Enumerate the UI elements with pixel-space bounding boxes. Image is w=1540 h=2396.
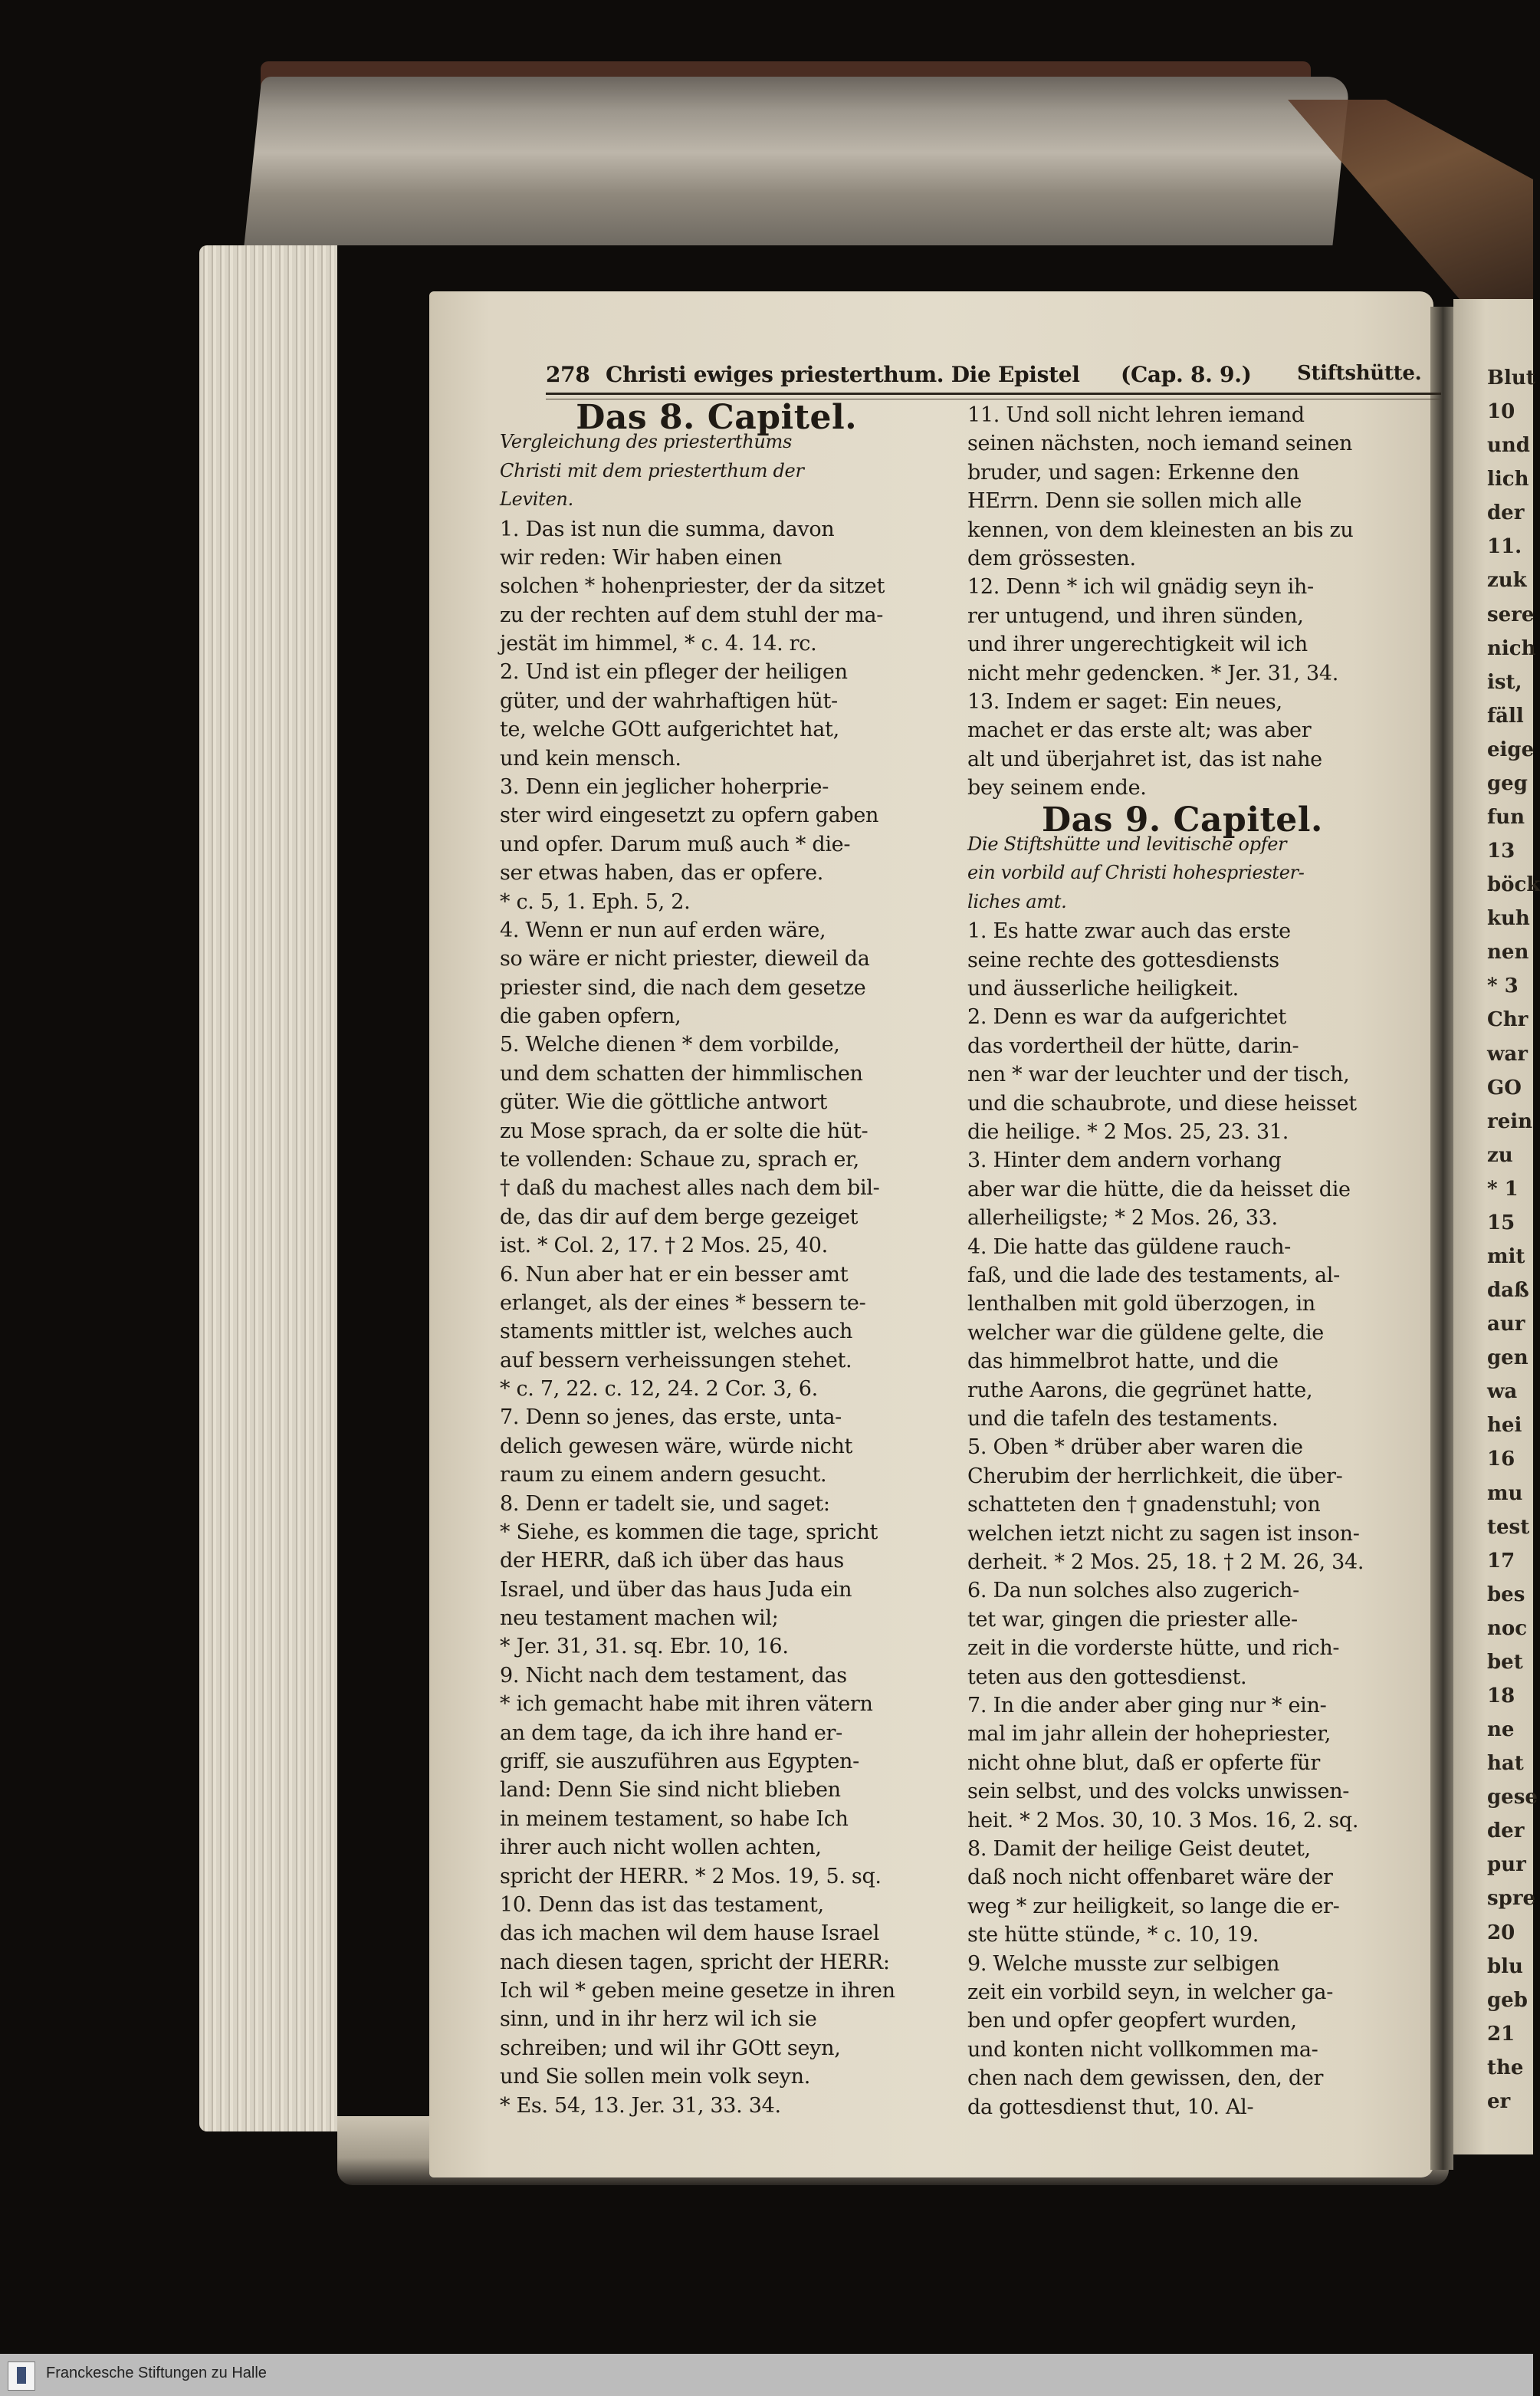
text-line: heit. * 2 Mos. 30, 10. 3 Mos. 16, 2. sq. bbox=[967, 1808, 1359, 1832]
catchword-header: Stiftshütte. bbox=[1297, 362, 1422, 385]
text-line: und die tafeln des testaments. bbox=[967, 1407, 1279, 1431]
text-line: und kein mensch. bbox=[500, 746, 681, 771]
text-line: rer untugend, und ihren sünden, bbox=[967, 603, 1304, 628]
text-line: das ich machen wil dem hause Israel bbox=[500, 1921, 880, 1946]
text-line: wir reden: Wir haben einen bbox=[500, 545, 783, 570]
next-page-fragment: mu bbox=[1487, 1481, 1523, 1505]
next-page-fragment: test bbox=[1487, 1515, 1530, 1539]
next-page-fragment: der bbox=[1487, 501, 1525, 525]
chapter-summary-line: Christi mit dem priesterthum der bbox=[500, 459, 804, 482]
page-number: 278 bbox=[546, 362, 590, 387]
text-line: seine rechte des gottesdiensts bbox=[967, 948, 1279, 972]
text-line: schatteten den † gnadenstuhl; von bbox=[967, 1493, 1321, 1517]
text-line: seinen nächsten, noch iemand seinen bbox=[967, 432, 1353, 456]
text-line: 4. Die hatte das güldene rauch- bbox=[967, 1234, 1292, 1259]
text-line: dem grössesten. bbox=[967, 547, 1136, 570]
text-line: Cherubim der herrlichkeit, die über- bbox=[967, 1464, 1343, 1488]
chapter-heading: Das 8. Capitel. bbox=[576, 398, 858, 437]
text-line: 9. Welche musste zur selbigen bbox=[967, 1951, 1280, 1976]
text-line: teten aus den gottesdienst. bbox=[967, 1665, 1247, 1689]
text-line: † daß du machest alles nach dem bil- bbox=[500, 1176, 880, 1201]
next-page-fragment: geg bbox=[1487, 771, 1528, 795]
text-line: 11. Und soll nicht lehren iemand bbox=[967, 403, 1305, 427]
next-page-fragment: Blut bbox=[1487, 366, 1535, 389]
next-page-fragment: spre bbox=[1487, 1887, 1536, 1911]
text-line: in meinem testament, so habe Ich bbox=[500, 1806, 849, 1831]
chapter-heading: Das 9. Capitel. bbox=[1041, 800, 1323, 840]
next-page-fragment: * 3 bbox=[1487, 975, 1519, 998]
next-page-fragment: 18 bbox=[1487, 1684, 1515, 1707]
text-line: de, das dir auf dem berge gezeiget bbox=[500, 1205, 859, 1229]
text-line: der HERR, daß ich über das haus bbox=[500, 1549, 844, 1573]
text-line: 7. In die ander aber ging nur * ein- bbox=[967, 1694, 1327, 1717]
next-page-fragment: Chr bbox=[1487, 1008, 1529, 1032]
text-line: nicht mehr gedencken. * Jer. 31, 34. bbox=[967, 661, 1339, 685]
footer-institution-name: Franckesche Stiftungen zu Halle bbox=[46, 2365, 267, 2381]
next-page-fragment: aur bbox=[1487, 1313, 1525, 1336]
chapter-reference: (Cap. 8. 9.) bbox=[1121, 362, 1252, 387]
next-page-fragment: lich bbox=[1487, 468, 1529, 491]
text-line: und dem schatten der himmlischen bbox=[500, 1061, 863, 1086]
next-page-fragment: GO bbox=[1487, 1076, 1522, 1099]
text-line: alt und überjahret ist, das ist nahe bbox=[967, 747, 1322, 771]
next-page-fragment: rein bbox=[1487, 1109, 1533, 1133]
text-line: 6. Nun aber hat er ein besser amt bbox=[500, 1262, 849, 1287]
text-line: 2. Und ist ein pfleger der heiligen bbox=[500, 660, 848, 685]
text-line: ist. * Col. 2, 17. † 2 Mos. 25, 40. bbox=[500, 1234, 828, 1258]
next-page-fragment: war bbox=[1487, 1042, 1528, 1066]
text-line: an dem tage, da ich ihre hand er- bbox=[500, 1721, 842, 1745]
text-line: güter, und der wahrhaftigen hüt- bbox=[500, 689, 838, 713]
next-page-fragment: pur bbox=[1487, 1853, 1526, 1877]
next-page-fragment: wa bbox=[1487, 1380, 1518, 1404]
text-line: weg * zur heiligkeit, so lange die er- bbox=[967, 1894, 1340, 1918]
next-page-fragment: 11. bbox=[1487, 535, 1522, 559]
text-line: bruder, und sagen: Erkenne den bbox=[967, 460, 1299, 485]
book-gutter bbox=[1430, 307, 1453, 2170]
text-line: 5. Oben * drüber aber waren die bbox=[967, 1435, 1303, 1460]
next-page-fragment: 15 bbox=[1487, 1211, 1515, 1234]
text-line: ste hütte stünde, * c. 10, 19. bbox=[967, 1923, 1259, 1947]
page-edges-left bbox=[199, 245, 337, 2131]
next-page-fragment: blu bbox=[1487, 1954, 1523, 1978]
text-line: te vollenden: Schaue zu, sprach er, bbox=[500, 1147, 859, 1172]
text-line: derheit. * 2 Mos. 25, 18. † 2 M. 26, 34. bbox=[967, 1550, 1364, 1574]
next-page-fragment: 17 bbox=[1487, 1549, 1515, 1573]
text-line: die heilige. * 2 Mos. 25, 23. 31. bbox=[967, 1120, 1289, 1144]
text-line: welcher war die güldene gelte, die bbox=[967, 1320, 1324, 1345]
text-line: 8. Denn er tadelt sie, und saget: bbox=[500, 1491, 830, 1516]
text-line: und opfer. Darum muß auch * die- bbox=[500, 832, 851, 856]
next-page-fragment: bet bbox=[1487, 1650, 1523, 1674]
text-line: 8. Damit der heilige Geist deutet, bbox=[967, 1837, 1311, 1861]
text-line: güter. Wie die göttliche antwort bbox=[500, 1090, 828, 1115]
next-page-fragment: ist, bbox=[1487, 670, 1522, 694]
next-page-fragment: the bbox=[1487, 2056, 1524, 2079]
text-line: ben und opfer geopfert wurden, bbox=[967, 2009, 1297, 2033]
next-page-fragment: * 1 bbox=[1487, 1177, 1519, 1201]
text-line: zu der rechten auf dem stuhl der ma- bbox=[500, 603, 884, 627]
text-line: raum zu einem andern gesucht. bbox=[500, 1463, 827, 1487]
text-line: machet er das erste alt; was aber bbox=[967, 718, 1312, 743]
next-page-fragment: 13 bbox=[1487, 840, 1515, 863]
text-line: spricht der HERR. * 2 Mos. 19, 5. sq. bbox=[500, 1864, 882, 1888]
text-line: das himmelbrot hatte, und die bbox=[967, 1349, 1279, 1374]
next-page-fragment: geb bbox=[1487, 1988, 1528, 2012]
text-line: * Es. 54, 13. Jer. 31, 33. 34. bbox=[500, 2093, 781, 2118]
text-line: Ich wil * geben meine gesetze in ihren bbox=[500, 1979, 895, 2003]
next-page-fragment: böck bbox=[1487, 873, 1540, 897]
text-line: ihrer auch nicht wollen achten, bbox=[500, 1836, 822, 1860]
chapter-summary-line: ein vorbild auf Christi hohespriester- bbox=[967, 862, 1305, 884]
text-line: 1. Das ist nun die summa, davon bbox=[500, 517, 835, 541]
text-line: und Sie sollen mein volk seyn. bbox=[500, 2065, 811, 2089]
text-line: 3. Denn ein jeglicher hoherprie- bbox=[500, 774, 829, 799]
text-line: nicht ohne blut, daß er opferte für bbox=[967, 1750, 1320, 1775]
next-page-fragment: 21 bbox=[1487, 2022, 1515, 2046]
next-page-fragment: ne bbox=[1487, 1718, 1515, 1742]
next-page-fragment: eige bbox=[1487, 738, 1535, 761]
text-line: 1. Es hatte zwar auch das erste bbox=[967, 919, 1291, 944]
text-line: 4. Wenn er nun auf erden wäre, bbox=[500, 918, 826, 942]
next-page-fragment: nich bbox=[1487, 636, 1536, 660]
text-line: 3. Hinter dem andern vorhang bbox=[967, 1149, 1282, 1173]
text-line: kennen, von dem kleinesten an bis zu bbox=[967, 518, 1354, 542]
text-line: nach diesen tagen, spricht der HERR: bbox=[500, 1950, 890, 1974]
next-page-fragment: daß bbox=[1487, 1279, 1529, 1303]
text-line: * ich gemacht habe mit ihren vätern bbox=[500, 1692, 873, 1717]
text-line: bey seinem ende. bbox=[967, 776, 1147, 800]
text-line: * c. 7, 22. c. 12, 24. 2 Cor. 3, 6. bbox=[500, 1377, 818, 1402]
chapter-summary-line: liches amt. bbox=[967, 890, 1067, 912]
text-line: solchen * hohenpriester, der da sitzet bbox=[500, 574, 885, 599]
text-line: schreiben; und wil ihr GOtt seyn, bbox=[500, 2036, 841, 2060]
text-line: 9. Nicht nach dem testament, das bbox=[500, 1663, 847, 1688]
running-title: Christi ewiges priesterthum. Die Epistel bbox=[606, 362, 1080, 387]
next-page-fragment: sere bbox=[1487, 603, 1535, 626]
next-page-fragment: gen bbox=[1487, 1346, 1529, 1370]
text-line: * c. 5, 1. Eph. 5, 2. bbox=[500, 889, 691, 914]
text-line: HErrn. Denn sie sollen mich alle bbox=[967, 489, 1302, 514]
next-page-fragment: fäll bbox=[1487, 704, 1524, 728]
text-line: land: Denn Sie sind nicht blieben bbox=[500, 1778, 841, 1803]
text-line: te, welche GOtt aufgerichtet hat, bbox=[500, 718, 839, 742]
chapter-summary-line: Leviten. bbox=[500, 488, 573, 511]
next-page-fragment: zuk bbox=[1487, 569, 1527, 593]
text-line: erlanget, als der eines * bessern te- bbox=[500, 1290, 866, 1315]
text-line: so wäre er nicht priester, dieweil da bbox=[500, 947, 870, 971]
text-line: ster wird eingesetzt zu opfern gaben bbox=[500, 804, 879, 828]
text-line: da gottesdienst thut, 10. Al- bbox=[967, 2095, 1254, 2119]
next-page-fragment: noc bbox=[1487, 1616, 1528, 1640]
text-line: 10. Denn das ist das testament, bbox=[500, 1892, 824, 1917]
text-line: griff, sie auszuführen aus Egypten- bbox=[500, 1750, 859, 1774]
chapter-summary-line: Die Stiftshütte und levitische opfer bbox=[967, 833, 1287, 855]
text-line: und äusserliche heiligkeit. bbox=[967, 977, 1239, 1001]
text-line: und ihrer ungerechtigkeit wil ich bbox=[967, 633, 1308, 657]
next-page-fragment: er bbox=[1487, 2089, 1511, 2113]
text-line: zeit ein vorbild seyn, in welcher ga- bbox=[967, 1980, 1334, 2004]
text-line: 6. Da nun solches also zugerich- bbox=[967, 1579, 1299, 1603]
text-line: ser etwas haben, das er opfere. bbox=[500, 861, 824, 886]
next-page-fragment: hat bbox=[1487, 1752, 1524, 1776]
text-line: neu testament machen wil; bbox=[500, 1606, 779, 1631]
institution-logo-icon bbox=[8, 2361, 35, 2391]
text-line: mal im jahr allein der hohepriester, bbox=[967, 1722, 1331, 1747]
text-line: zeit in die vorderste hütte, und rich- bbox=[967, 1636, 1340, 1661]
next-page-fragment: mit bbox=[1487, 1245, 1525, 1268]
text-line: und konten nicht vollkommen ma- bbox=[967, 2037, 1318, 2062]
text-line: delich gewesen wäre, würde nicht bbox=[500, 1434, 853, 1458]
text-line: 13. Indem er saget: Ein neues, bbox=[967, 690, 1282, 714]
text-line: chen nach dem gewissen, den, der bbox=[967, 2066, 1324, 2091]
text-line: die gaben opfern, bbox=[500, 1004, 681, 1029]
text-line: nen * war der leuchter und der tisch, bbox=[967, 1063, 1350, 1087]
next-page-fragment: nen bbox=[1487, 941, 1529, 965]
chapter-summary-line: Vergleichung des priesterthums bbox=[500, 431, 793, 453]
next-page-fragment: fun bbox=[1487, 806, 1525, 829]
text-line: * Siehe, es kommen die tage, spricht bbox=[500, 1520, 878, 1544]
text-line: das vordertheil der hütte, darin- bbox=[967, 1034, 1299, 1058]
next-page-fragment: 16 bbox=[1487, 1448, 1515, 1471]
next-page-fragment: bes bbox=[1487, 1583, 1525, 1606]
text-line: zu Mose sprach, da er solte die hüt- bbox=[500, 1119, 869, 1143]
text-line: 12. Denn * ich wil gnädig seyn ih- bbox=[967, 575, 1314, 600]
text-line: lenthalben mit gold überzogen, in bbox=[967, 1292, 1315, 1316]
text-line: 2. Denn es war da aufgerichtet bbox=[967, 1005, 1286, 1030]
text-line: priester sind, die nach dem gesetze bbox=[500, 975, 866, 1000]
text-line: aber war die hütte, die da heisset die bbox=[967, 1177, 1351, 1201]
next-page-fragment: der bbox=[1487, 1819, 1525, 1843]
next-page-fragment: und bbox=[1487, 434, 1530, 458]
text-line: und die schaubrote, und diese heisset bbox=[967, 1091, 1357, 1116]
text-line: sinn, und in ihr herz wil ich sie bbox=[500, 2007, 817, 2032]
text-line: allerheiligste; * 2 Mos. 26, 33. bbox=[967, 1206, 1278, 1231]
text-line: daß noch nicht offenbaret wäre der bbox=[967, 1865, 1333, 1890]
next-page-fragment: zu bbox=[1487, 1143, 1513, 1167]
next-page-fragment: 10 bbox=[1487, 400, 1515, 424]
book-page-block-top bbox=[244, 77, 1350, 245]
text-line: jestät im himmel, * c. 4. 14. rc. bbox=[500, 632, 817, 656]
text-line: sein selbst, und des volcks unwissen- bbox=[967, 1780, 1350, 1804]
text-line: Israel, und über das haus Juda ein bbox=[500, 1577, 852, 1602]
next-page-fragment: kuh bbox=[1487, 907, 1530, 931]
text-line: auf bessern verheissungen stehet. bbox=[500, 1348, 852, 1372]
next-page-fragment: gese bbox=[1487, 1786, 1538, 1809]
text-line: staments mittler ist, welches auch bbox=[500, 1320, 853, 1344]
text-line: tet war, gingen die priester alle- bbox=[967, 1607, 1298, 1632]
next-page-fragment: 20 bbox=[1487, 1921, 1515, 1944]
text-line: welchen ietzt nicht zu sagen ist inson- bbox=[967, 1521, 1360, 1546]
text-line: 5. Welche dienen * dem vorbilde, bbox=[500, 1033, 840, 1057]
text-line: * Jer. 31, 31. sq. Ebr. 10, 16. bbox=[500, 1635, 789, 1659]
header-rule bbox=[546, 393, 1441, 395]
next-page-fragment: hei bbox=[1487, 1414, 1522, 1438]
text-line: ruthe Aarons, die gegrünet hatte, bbox=[967, 1378, 1313, 1402]
text-line: 7. Denn so jenes, das erste, unta- bbox=[500, 1405, 842, 1430]
text-line: faß, und die lade des testaments, al- bbox=[967, 1264, 1340, 1287]
